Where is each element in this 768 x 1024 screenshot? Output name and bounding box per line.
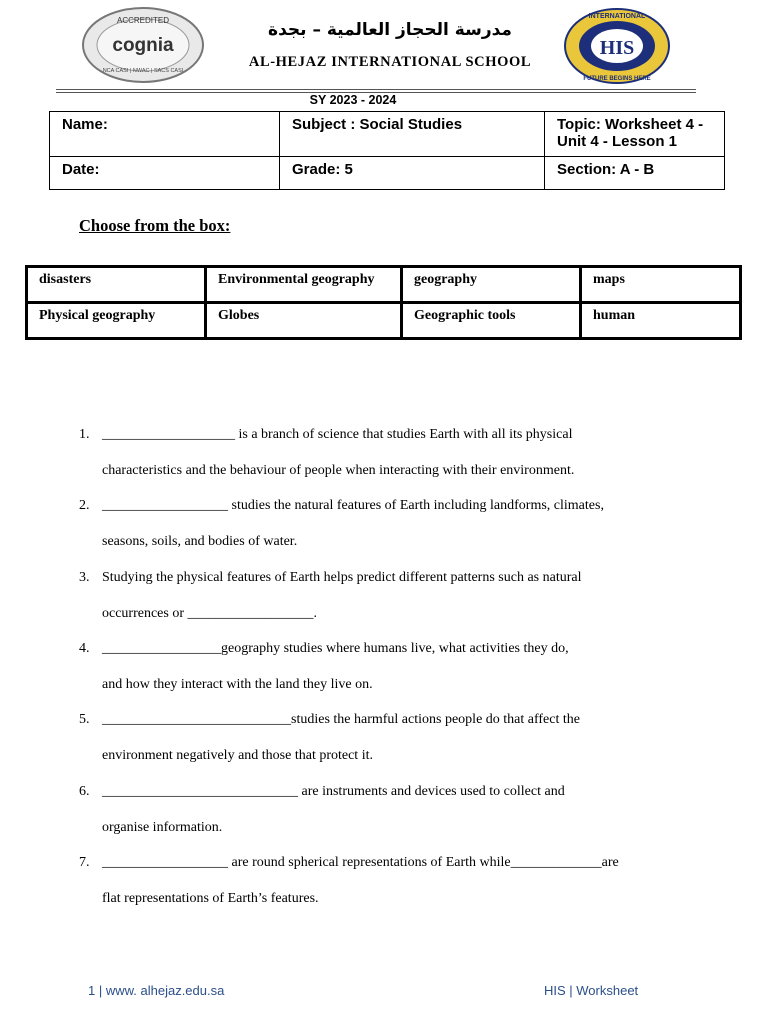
student-info-table xyxy=(49,111,725,190)
question-text[interactable]: __________________ are round spherical representations of Earth while_____________are xyxy=(102,855,619,870)
instruction-heading: Choose from the box: xyxy=(79,216,231,235)
question-text[interactable]: __________________ studies the natural features of Earth including landforms, climates, xyxy=(102,498,604,513)
school-name-english: AL-HEJAZ INTERNATIONAL SCHOOL xyxy=(248,54,532,70)
cognia-ring-text: ACCREDITED xyxy=(116,16,170,25)
question-text: flat representations of Earth’s features. xyxy=(102,891,319,906)
word-box-cell: geography xyxy=(402,267,581,303)
word-box-cell: Globes xyxy=(206,303,402,339)
question-number: 1. xyxy=(79,427,90,442)
question-number: 2. xyxy=(79,498,90,513)
his-motto: FUTURE BEGINS HERE xyxy=(583,76,651,82)
cognia-wordmark: cognia xyxy=(112,35,174,56)
question-number: 7. xyxy=(79,855,90,870)
question-text[interactable]: occurrences or __________________. xyxy=(102,606,318,621)
footer-website: 1 | www. alhejaz.edu.sa xyxy=(88,983,225,998)
question-text: characteristics and the behaviour of people when interacting with their environment. xyxy=(102,463,575,478)
date-cell[interactable]: Date: xyxy=(50,157,280,190)
footer-label: HIS | Worksheet xyxy=(544,983,639,998)
question-text[interactable]: ___________________ is a branch of science that studies Earth with all its physical xyxy=(102,427,573,442)
his-logo xyxy=(562,6,672,86)
word-box-cell: Geographic tools xyxy=(402,303,581,339)
question-number: 5. xyxy=(79,712,90,727)
question-text: and how they interact with the land they live on. xyxy=(102,677,373,692)
cognia-bottom-text: NCA CASI | NWAC | SACS CASI xyxy=(102,68,184,74)
section-cell: Section: A - B xyxy=(545,157,725,190)
question-number: 6. xyxy=(79,784,90,799)
header-rule xyxy=(56,89,696,90)
word-box-cell: disasters xyxy=(27,267,206,303)
question-text: Studying the physical features of Earth helps predict different patterns such as natural xyxy=(102,570,582,585)
word-box xyxy=(25,265,742,340)
question-text: seasons, soils, and bodies of water. xyxy=(102,534,298,549)
subject-cell: Subject : Social Studies xyxy=(280,112,545,157)
topic-cell: Topic: Worksheet 4 - Unit 4 - Lesson 1 xyxy=(545,112,725,157)
school-year: SY 2023 - 2024 xyxy=(309,93,397,107)
word-box-cell: Physical geography xyxy=(27,303,206,339)
name-cell[interactable]: Name: xyxy=(50,112,280,157)
word-box-cell: Environmental geography xyxy=(206,267,402,303)
question-text[interactable]: ___________________________studies the harmful actions people do that affect the xyxy=(102,712,580,727)
his-wordmark: HIS xyxy=(599,37,635,59)
word-box-cell: human xyxy=(581,303,741,339)
question-number: 4. xyxy=(79,641,90,656)
word-box-cell: maps xyxy=(581,267,741,303)
question-text[interactable]: _________________geography studies where humans live, what activities they do, xyxy=(102,641,569,656)
question-number: 3. xyxy=(79,570,90,585)
question-text: environment negatively and those that protect it. xyxy=(102,748,373,763)
cognia-logo xyxy=(80,6,206,84)
school-name-arabic: مدرسة الحجاز العالمية – بجدة xyxy=(268,20,512,40)
his-ring-text: INTERNATIONAL xyxy=(588,13,646,20)
question-text: organise information. xyxy=(102,820,223,835)
question-text[interactable]: ____________________________ are instruments and devices used to collect and xyxy=(102,784,565,799)
grade-cell: Grade: 5 xyxy=(280,157,545,190)
